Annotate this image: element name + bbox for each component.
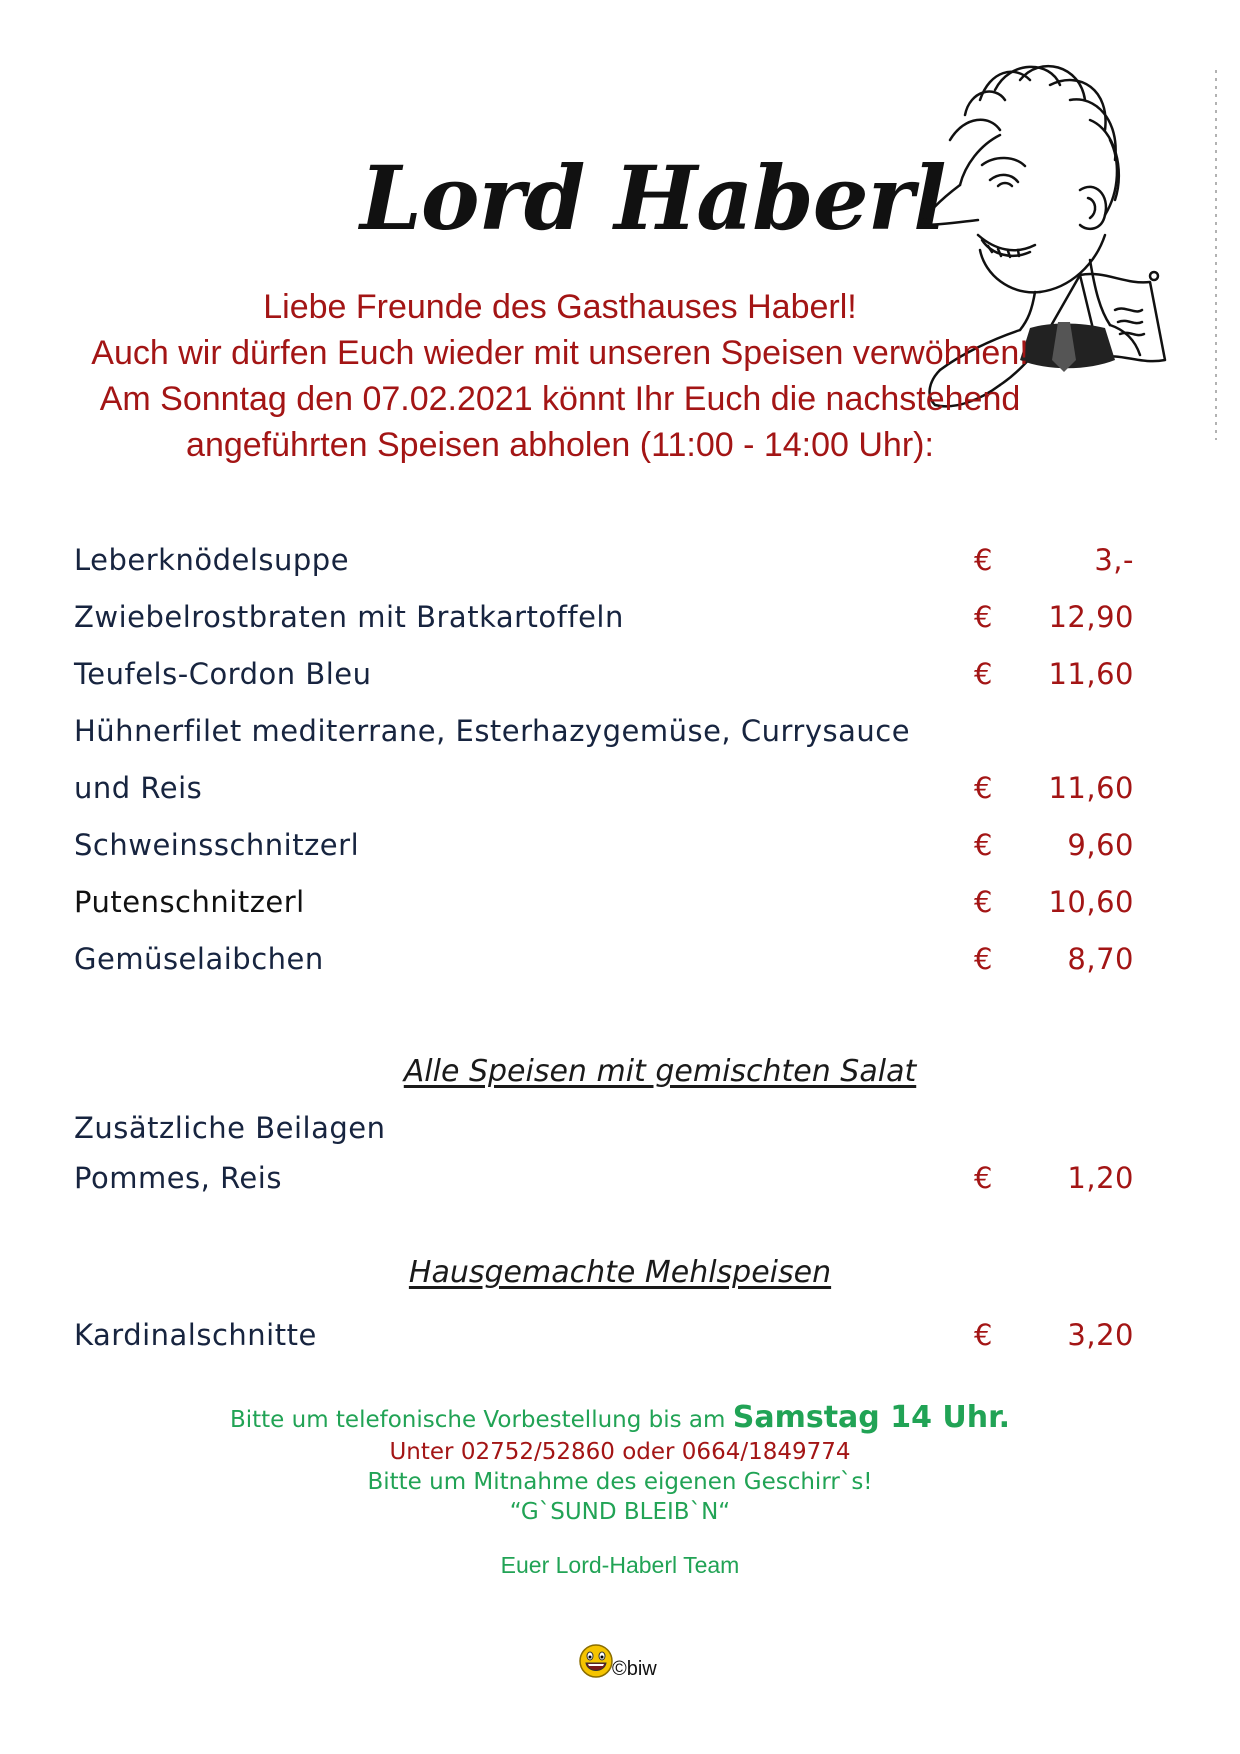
menu-item-price: 11,60 xyxy=(1048,771,1134,805)
menu-item-price: 11,60 xyxy=(1048,657,1134,691)
currency-symbol: € xyxy=(974,657,993,691)
menu-item-price: 10,60 xyxy=(1048,885,1134,919)
sides-heading-text: Zusätzliche Beilagen xyxy=(74,1111,386,1145)
currency-symbol: € xyxy=(974,885,993,919)
side-item-price: 1,20 xyxy=(1067,1161,1134,1195)
phone-line: Unter 02752/52860 oder 0664/1849774 xyxy=(389,1439,851,1465)
smiley-icon xyxy=(578,1643,614,1679)
menu-item xyxy=(74,711,1134,751)
currency-symbol: € xyxy=(974,1161,993,1195)
intro-line-4: angeführten Speisen abholen (11:00 - 14:00 Uhr): xyxy=(186,426,934,464)
menu-item xyxy=(74,540,1134,580)
side-item-name: Pommes, Reis xyxy=(74,1161,282,1195)
order-note-text: Bitte um telefonische Vorbestellung bis am xyxy=(229,1407,726,1433)
dishes-note: Bitte um Mitnahme des eigenen Geschirr`s! xyxy=(367,1469,873,1495)
salad-note-text: Alle Speisen mit gemischten Salat xyxy=(403,1054,917,1089)
logo-title: Lord Haberl xyxy=(360,146,946,250)
intro-greeting: Liebe Freunde des Gasthauses Haberl! xyxy=(263,288,857,326)
currency-symbol: € xyxy=(974,771,993,805)
menu-item-name: und Reis xyxy=(74,771,203,805)
salad-note xyxy=(0,1052,1240,1092)
menu-item-name: Putenschnitzerl xyxy=(74,885,305,919)
menu-item-price: 3,- xyxy=(1094,543,1134,577)
intro-line-2: Auch wir dürfen Euch wieder mit unseren Speisen verwöhnen! xyxy=(91,334,1029,372)
sides-heading xyxy=(74,1108,1134,1148)
menu-item-price: 8,70 xyxy=(1067,942,1134,976)
currency-symbol: € xyxy=(974,828,993,862)
currency-symbol: € xyxy=(974,543,993,577)
currency-symbol: € xyxy=(974,1318,993,1352)
menu-item-name: Schweinsschnitzerl xyxy=(74,828,360,862)
currency-symbol: € xyxy=(974,942,993,976)
intro-text xyxy=(60,284,1060,468)
signature: Euer Lord-Haberl Team xyxy=(500,1552,740,1578)
menu-item-price: 12,90 xyxy=(1048,600,1134,634)
copyright: ©biw xyxy=(612,1658,657,1680)
slogan: “G`SUND BLEIB`N“ xyxy=(509,1499,731,1525)
menu-item-price: 9,60 xyxy=(1067,828,1134,862)
dessert-item-name: Kardinalschnitte xyxy=(74,1318,317,1352)
menu-item xyxy=(74,825,1134,865)
menu-item xyxy=(74,939,1134,979)
menu-item-name: Hühnerfilet mediterrane, Esterhazygemüse, Currysauce xyxy=(74,714,911,748)
menu-item-name: Zwiebelrostbraten mit Bratkartoffeln xyxy=(74,600,624,634)
intro-line-3: Am Sonntag den 07.02.2021 könnt Ihr Euch die nachstehend xyxy=(99,380,1021,418)
side-item xyxy=(74,1158,1134,1198)
menu-item xyxy=(74,768,1134,808)
menu-item-name: Teufels-Cordon Bleu xyxy=(74,657,372,691)
menu-item xyxy=(74,654,1134,694)
currency-symbol: € xyxy=(974,600,993,634)
order-deadline: Samstag 14 Uhr. xyxy=(732,1400,1011,1435)
desserts-heading xyxy=(0,1253,1240,1293)
desserts-heading-text: Hausgemachte Mehlspeisen xyxy=(408,1255,832,1290)
menu-item xyxy=(74,597,1134,637)
menu-item-name: Gemüselaibchen xyxy=(74,942,324,976)
dessert-item-price: 3,20 xyxy=(1067,1318,1134,1352)
menu-item xyxy=(74,882,1134,922)
order-note xyxy=(0,1400,1240,1438)
dessert-item xyxy=(74,1315,1134,1355)
menu-item-name: Leberknödelsuppe xyxy=(74,543,350,577)
